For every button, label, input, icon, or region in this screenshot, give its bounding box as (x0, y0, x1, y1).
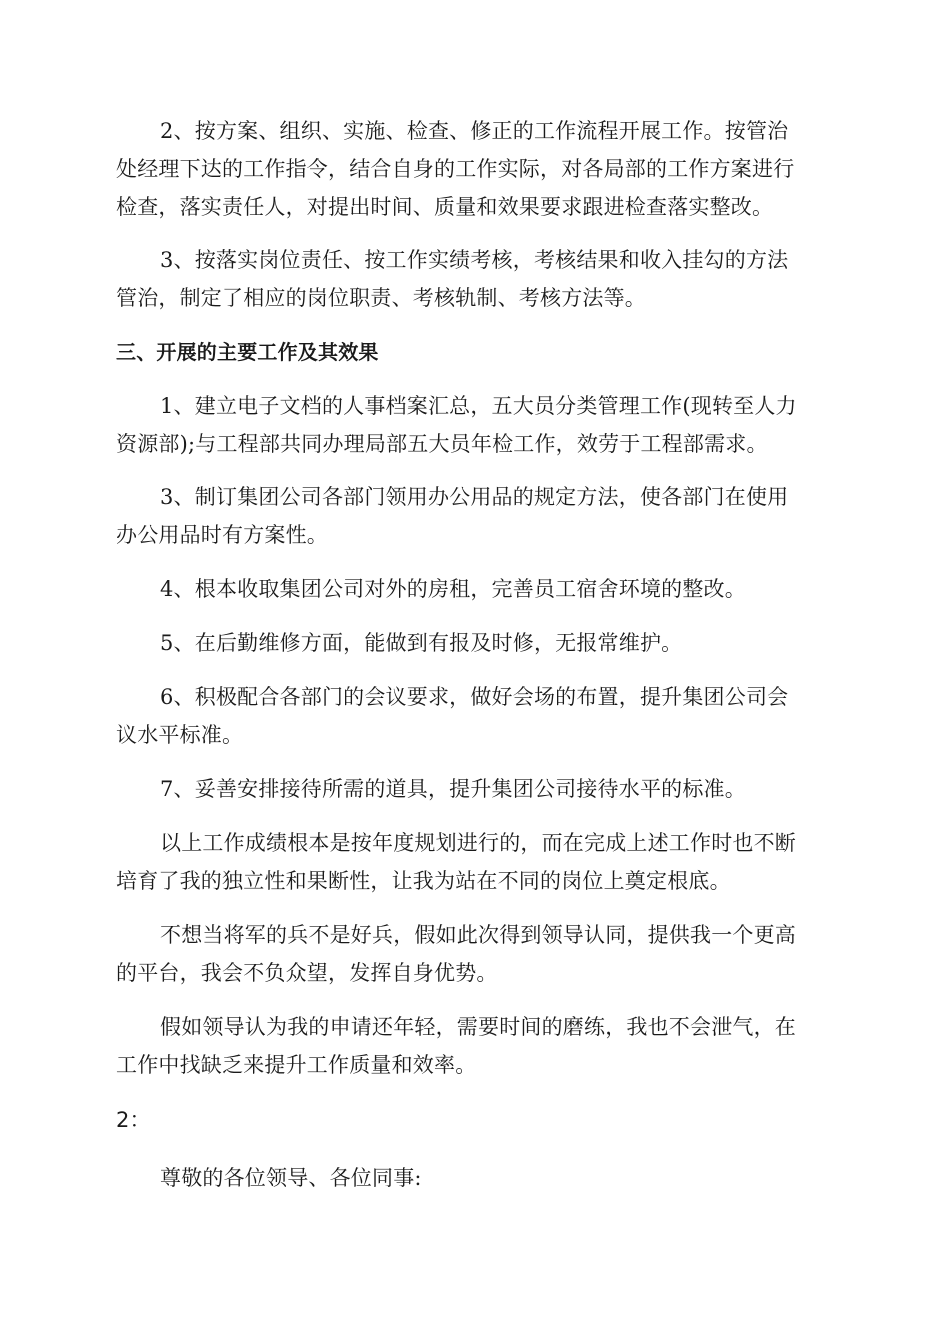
paragraph-2-line-1: 2、按方案、组织、实施、检查、修正的工作流程开展工作。按管治 (160, 119, 789, 143)
item-5-line: 5、在后勤维修方面，能做到有报及时修，无报常维护。 (160, 631, 683, 655)
aspiration-line-2: 的平台，我会不负众望，发挥自身优势。 (116, 961, 498, 985)
commitment-line-2: 工作中找缺乏来提升工作质量和效率。 (116, 1053, 477, 1077)
item-6-line-2: 议水平标准。 (116, 723, 244, 747)
paragraph-3-line-2: 管治，制定了相应的岗位职责、考核轨制、考核方法等。 (116, 286, 646, 310)
item-3-line-1: 3、制订集团公司各部门领用办公用品的规定方法，使各部门在使用 (160, 485, 789, 509)
summary-line-1: 以上工作成绩根本是按年度规划进行的，而在完成上述工作时也不断 (160, 831, 796, 855)
summary-line-2: 培育了我的独立性和果断性，让我为站在不同的岗位上奠定根底。 (116, 869, 731, 893)
paragraph-2-line-3: 检查，落实责任人，对提出时间、质量和效果要求跟进检查落实整改。 (116, 195, 774, 219)
salutation: 尊敬的各位领导、各位同事: (160, 1166, 422, 1190)
item-1-line-2: 资源部);与工程部共同办理局部五大员年检工作，效劳于工程部需求。 (116, 432, 768, 456)
item-7-line: 7、妥善安排接待所需的道具，提升集团公司接待水平的标准。 (160, 777, 746, 801)
item-3-line-2: 办公用品时有方案性。 (116, 523, 328, 547)
paragraph-3-line-1: 3、按落实岗位责任、按工作实绩考核，考核结果和收入挂勾的方法 (160, 248, 789, 272)
aspiration-line-1: 不想当将军的兵不是好兵，假如此次得到领导认同，提供我一个更高 (160, 923, 796, 947)
item-4-line: 4、根本收取集团公司对外的房租，完善员工宿舍环境的整改。 (160, 577, 746, 601)
section-number: 2： (116, 1108, 151, 1132)
item-6-line-1: 6、积极配合各部门的会议要求，做好会场的布置，提升集团公司会 (160, 685, 789, 709)
item-1-line-1: 1、建立电子文档的人事档案汇总，五大员分类管理工作(现转至人力 (160, 394, 797, 418)
commitment-line-1: 假如领导认为我的申请还年轻，需要时间的磨练，我也不会泄气，在 (160, 1015, 796, 1039)
paragraph-2-line-2: 处经理下达的工作指令，结合自身的工作实际，对各局部的工作方案进行 (116, 157, 795, 181)
section-heading: 三、开展的主要工作及其效果 (116, 340, 379, 364)
